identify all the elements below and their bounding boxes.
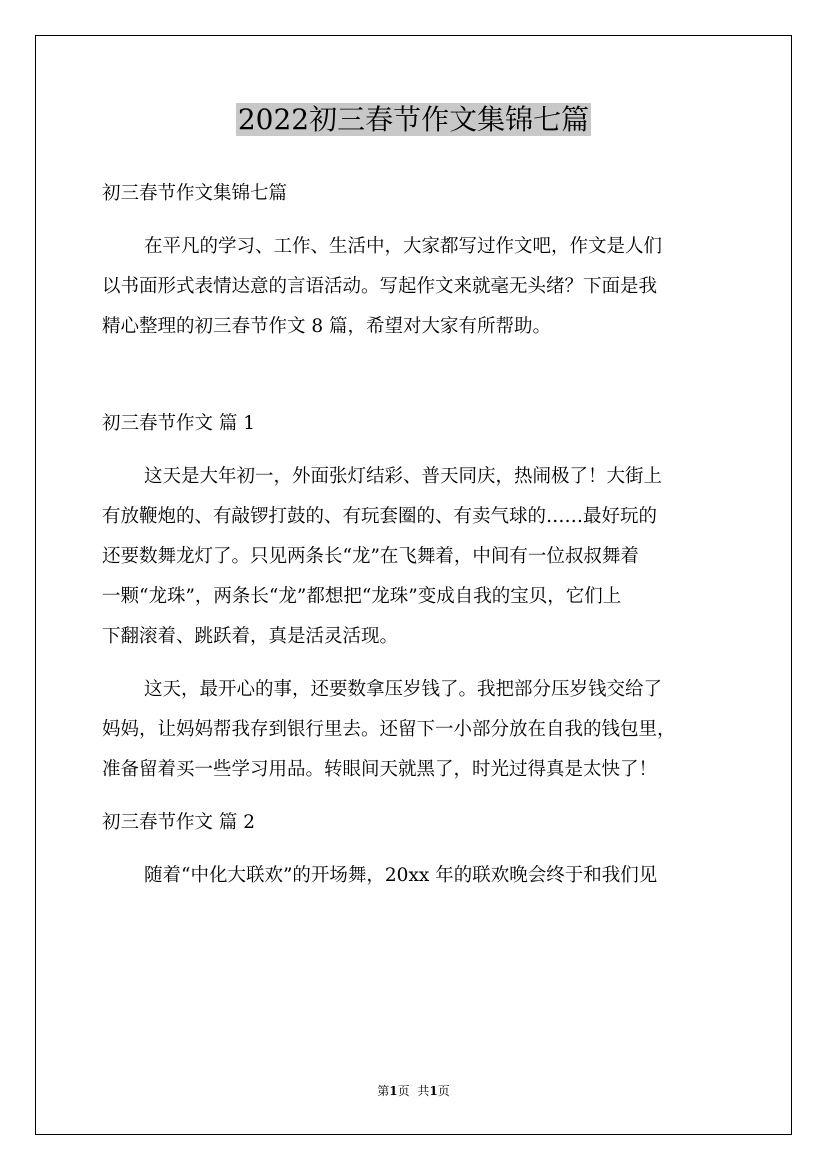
section1-paragraph-1 — [102, 457, 742, 657]
text-line: 还要数舞龙灯了。只见两条长“龙”在飞舞着，中间有一位叔叔舞着 — [102, 546, 639, 567]
text-line: 这天，最开心的事，还要数拿压岁钱了。我把部分压岁钱交给了 — [144, 679, 663, 700]
text-line: 一颗“龙珠”，两条长“龙”都想把“龙珠”变成自我的宝贝，它们上 — [102, 586, 622, 607]
page-label-prefix: 第 — [377, 1084, 390, 1098]
page-label-suffix: 页 — [397, 1084, 410, 1098]
text-line: 在平凡的学习、工作、生活中，大家都写过作文吧，作文是人们 — [144, 236, 663, 257]
document-body — [102, 174, 742, 896]
document-title-text: 2022初三春节作文集锦七篇 — [237, 103, 590, 136]
total-label-suffix: 页 — [437, 1084, 450, 1098]
section1-paragraph-2 — [102, 670, 742, 790]
text-line: 妈妈，让妈妈帮我存到银行里去。还留下一小部分放在自我的钱包里， — [102, 719, 676, 740]
page-footer — [0, 1083, 827, 1099]
text-line: 精心整理的初三春节作文 8 篇，希望对大家有所帮助。 — [102, 316, 552, 337]
document-subtitle: 初三春节作文集锦七篇 — [102, 183, 288, 204]
total-pages: 1 — [429, 1084, 438, 1098]
text-line: 准备留着买一些学习用品。转眼间天就黑了，时光过得真是太快了！ — [102, 759, 658, 780]
text-line: 这天是大年初一，外面张灯结彩、普天同庆，热闹极了！大街上 — [144, 466, 663, 487]
document-title — [0, 98, 827, 142]
text-line: 下翻滚着、跳跃着，真是活灵活现。 — [102, 626, 399, 647]
section2-paragraph-1 — [102, 856, 742, 896]
page-number: 1 — [389, 1084, 398, 1098]
total-label-prefix: 共 — [417, 1084, 430, 1098]
text-line: 随着“中化大联欢”的开场舞，20xx 年的联欢晚会终于和我们见 — [144, 865, 658, 886]
section-heading-2: 初三春节作文 篇 2 — [102, 812, 256, 833]
text-line: 有放鞭炮的、有敲锣打鼓的、有玩套圈的、有卖气球的……最好玩的 — [102, 506, 658, 527]
section-heading-1: 初三春节作文 篇 1 — [102, 413, 256, 434]
text-line: 以书面形式表情达意的言语活动。写起作文来就毫无头绪？下面是我 — [102, 276, 658, 297]
intro-paragraph — [102, 227, 742, 347]
